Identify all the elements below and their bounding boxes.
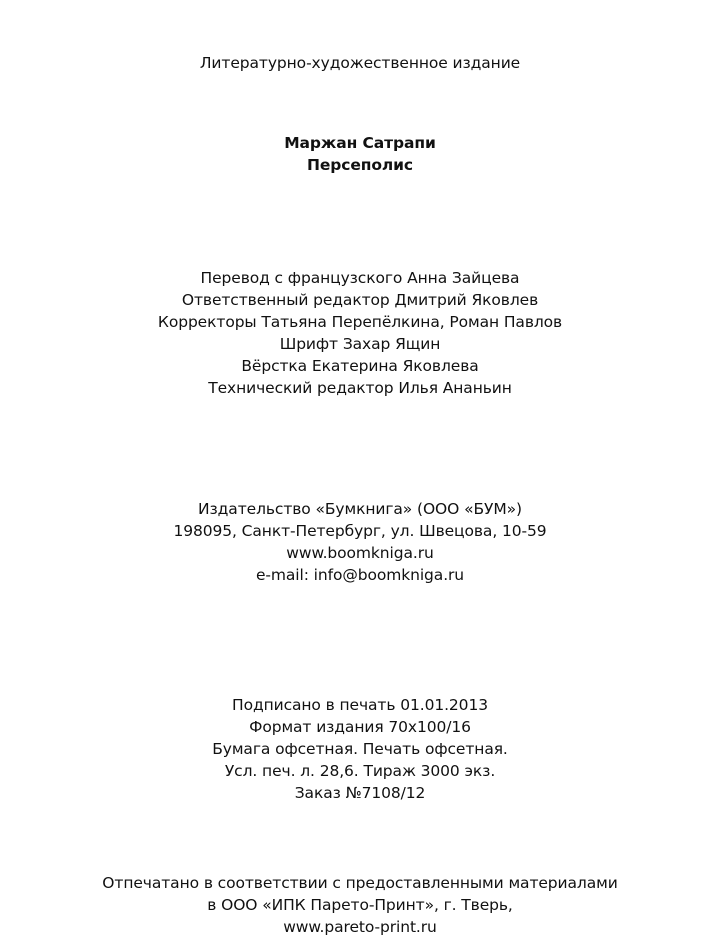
credits-block — [0, 267, 720, 399]
publisher-name: Издательство «Бумкнига» (ООО «БУМ») — [198, 500, 522, 518]
printer-line-2: в ООО «ИПК Парето-Принт», г. Тверь, — [207, 896, 513, 914]
credit-font: Шрифт Захар Ящин — [279, 335, 441, 353]
printer-block — [0, 872, 720, 938]
credit-proofreaders: Корректоры Татьяна Перепёлкина, Роман Павлов — [157, 313, 563, 331]
publisher-website: www.boomkniga.ru — [286, 544, 434, 562]
print-signed: Подписано в печать 01.01.2013 — [232, 696, 488, 714]
print-format: Формат издания 70x100/16 — [249, 718, 471, 736]
credit-layout: Вёрстка Екатерина Яковлева — [241, 357, 479, 375]
book-title: Персеполис — [306, 156, 414, 174]
printer-line-1: Отпечатано в соответствии с предоставленными материалами — [102, 874, 618, 892]
edition-type: Литературно-художественное издание — [199, 54, 521, 72]
print-paper: Бумага офсетная. Печать офсетная. — [212, 740, 508, 758]
title-block — [0, 132, 720, 176]
publisher-email: e-mail: info@boomkniga.ru — [255, 566, 465, 584]
print-info-block — [0, 694, 720, 804]
author-name: Маржан Сатрапи — [284, 134, 436, 152]
credit-editor: Ответственный редактор Дмитрий Яковлев — [181, 291, 539, 309]
credit-translator: Перевод с французского Анна Зайцева — [200, 269, 520, 287]
print-order: Заказ №7108/12 — [294, 784, 426, 802]
credit-technical-editor: Технический редактор Илья Ананьин — [208, 379, 512, 397]
printer-website: www.pareto-print.ru — [283, 918, 437, 936]
print-sheets-run: Усл. печ. л. 28,6. Тираж 3000 экз. — [224, 762, 496, 780]
publisher-address: 198095, Санкт-Петербург, ул. Швецова, 10-59 — [173, 522, 547, 540]
publisher-block — [0, 498, 720, 586]
edition-type-block — [0, 52, 720, 74]
